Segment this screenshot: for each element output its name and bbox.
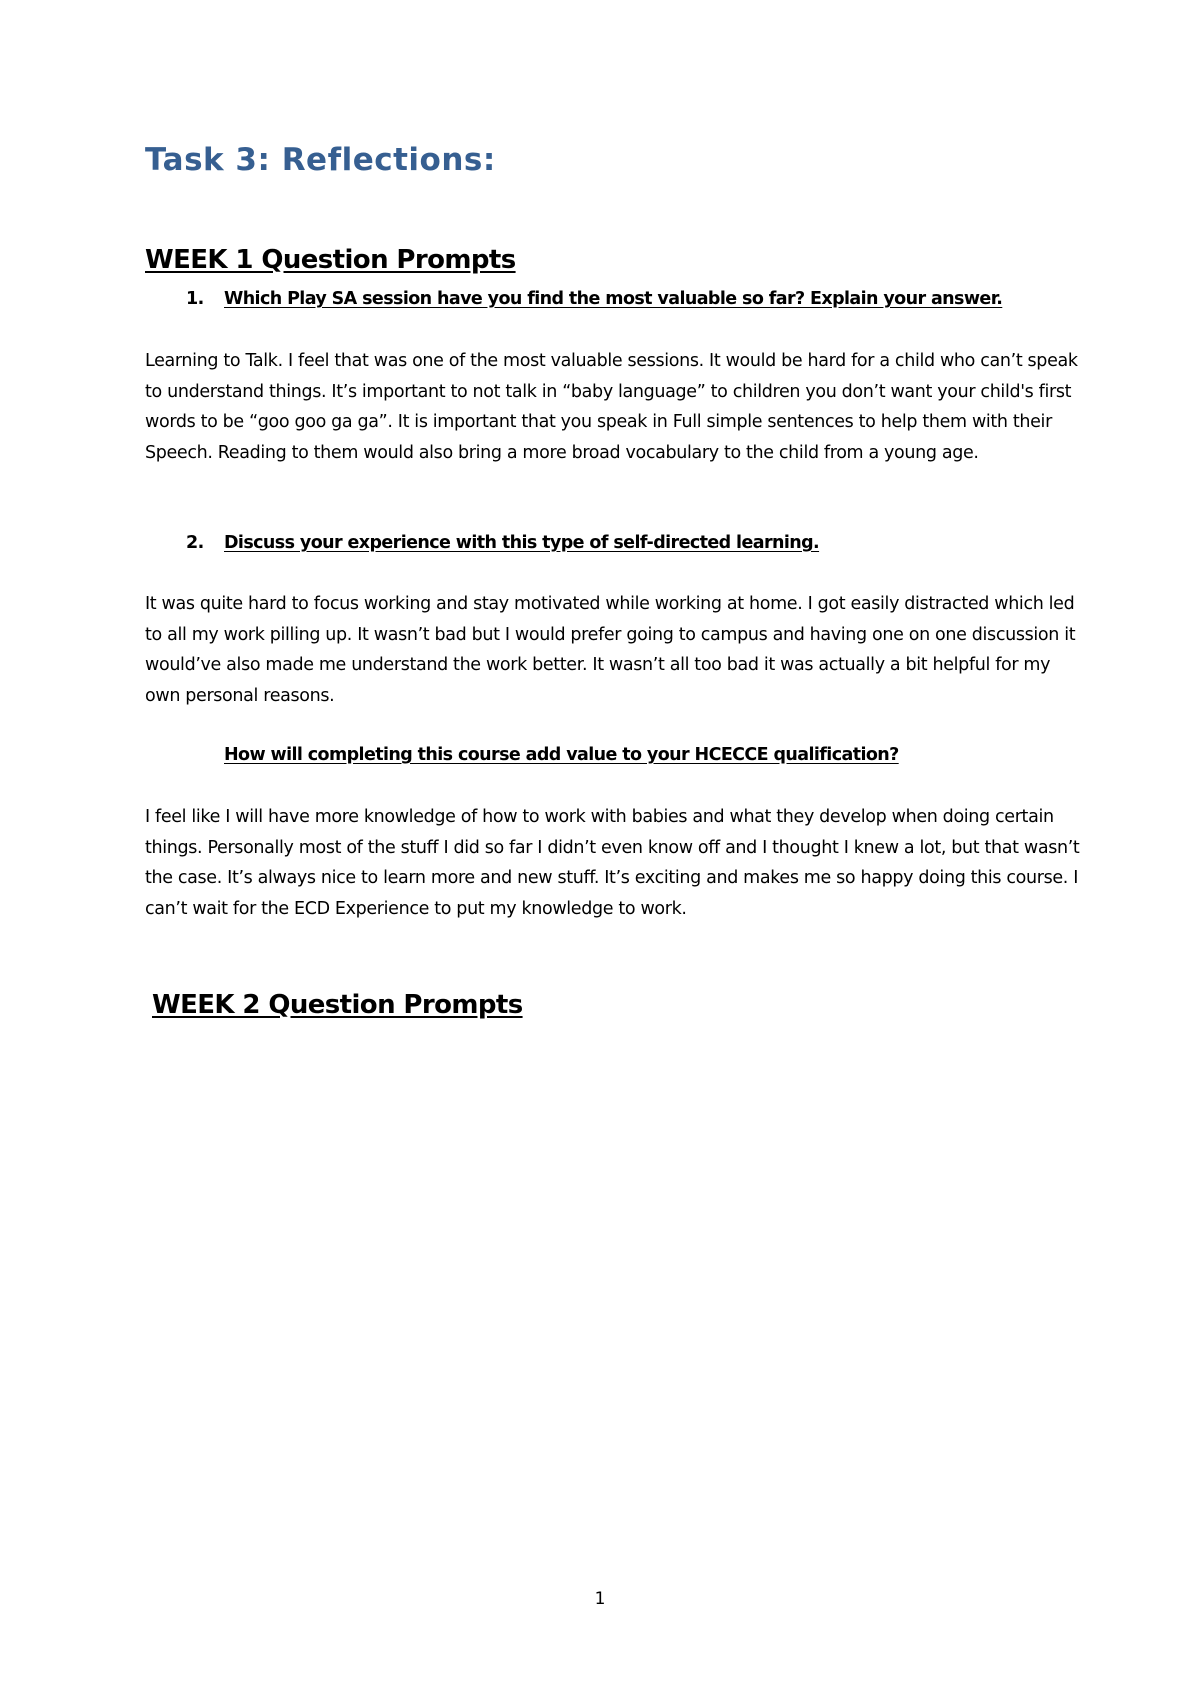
week-2-heading: WEEK 2 Question Prompts [152,990,523,1020]
week-1-heading: WEEK 1 Question Prompts [145,245,516,275]
question-2 [186,533,819,553]
question-3 [224,745,899,765]
question-3-text: How will completing this course add value to your HCECCE qualification? [224,745,899,765]
answer-3: I feel like I will have more knowledge of how to work with babies and what they develop when doing certain things. Personally most of the stuff I did so far I didn’t even know off and I thought I knew a lot, but that wasn’t the case. It’s always nice to learn more and new stuff. It’s exciting and makes me so happy doing this course. I can’t wait for the ECD Experience to put my knowledge to work. [145,807,1080,919]
question-1-text: Which Play SA session have you find the most valuable so far? Explain your answer. [224,289,1003,309]
question-2-number: 2. [186,533,204,553]
page-number: 1 [594,1589,606,1609]
answer-1: Learning to Talk. I feel that was one of the most valuable sessions. It would be hard for a child who can’t speak to understand things. It’s important to not talk in “baby language” to children you don’t want your child's first words to be “goo goo ga ga”. It is important that you speak in Full simple sentences to help them with their Speech. Reading to them would also bring a more broad vocabulary to the child from a young age. [145,351,1078,463]
document-title: Task 3: Reflections: [145,142,496,178]
question-1-number: 1. [186,289,204,309]
answer-2: It was quite hard to focus working and stay motivated while working at home. I got easily distracted which led to all my work pilling up. It wasn’t bad but I would prefer going to campus and having one on one discussion it would’ve also made me understand the work better. It wasn’t all too bad it was actually a bit helpful for my own personal reasons. [145,594,1076,706]
question-2-text: Discuss your experience with this type of self-directed learning. [224,533,820,553]
question-1 [186,289,1002,309]
